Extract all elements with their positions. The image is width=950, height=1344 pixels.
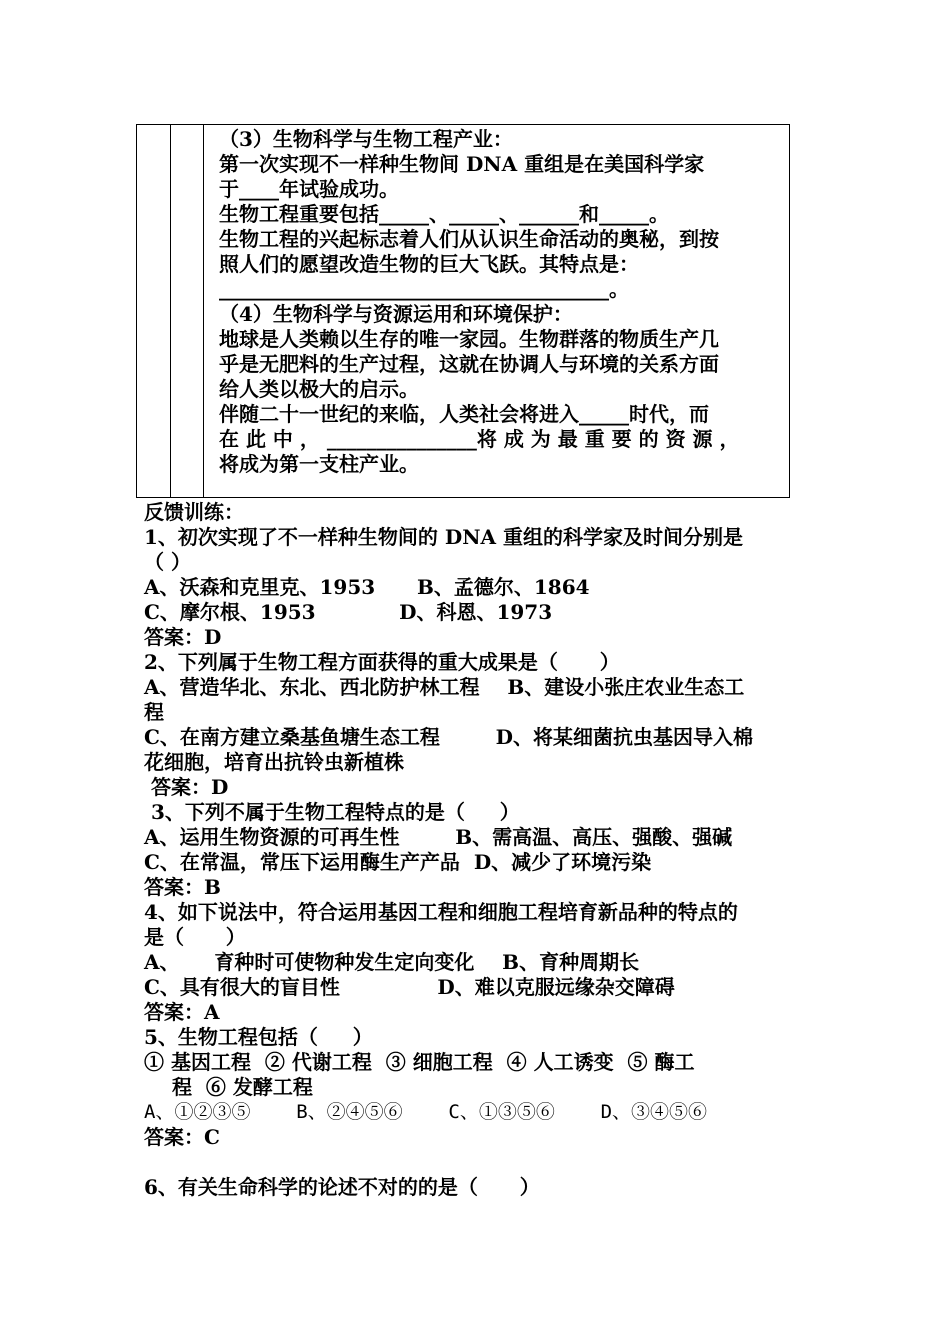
content-table [136,124,790,498]
question-2-stem: 2、下列属于生物工程方面获得的重大成果是（ ） [144,650,620,674]
question-3-options-cd: C、在常温，常压下运用酶生产产品 D、减少了环境污染 [144,850,652,874]
table-text-cell [219,127,787,477]
feedback-heading: 反馈训练： [144,500,244,524]
text-line: 于____年试验成功。 [219,177,399,201]
question-5-options: A、①②③⑤ B、②④⑤⑥ C、①③⑤⑥ D、③④⑤⑥ [144,1101,708,1123]
question-3-options-ab: A、运用生物资源的可再生性 B、需高温、高压、强酸、强碱 [144,825,733,849]
question-5-items-cont: 程 ⑥ 发酵工程 [172,1075,313,1099]
text-line: 生物工程的兴起标志着人们从认识生命活动的奥秘，到按 [219,227,719,251]
text-line: 乎是无肥料的生产过程，这就在协调人与环境的关系方面 [219,352,719,376]
question-2-answer: 答案：D [144,775,229,799]
question-5-answer: 答案：C [144,1125,220,1149]
question-1-stem: 1、初次实现了不一样种生物间的 DNA 重组的科学家及时间分别是 [144,525,743,549]
question-1-stem-cont: （ ） [144,550,191,574]
spacer [144,1150,810,1175]
question-4-options-ab: A、 育种时可使物种发生定向变化 B、育种周期长 [144,950,640,974]
text-line: 生物工程重要包括_____、_____、______和_____。 [219,202,669,226]
text-line: 照人们的愿望改造生物的巨大飞跃。其特点是： [219,252,639,276]
question-4-answer: 答案：A [144,1000,220,1024]
question-2-options-ab: A、营造华北、东北、西北防护林工程 B、建设小张庄农业生态工 [144,675,745,699]
text-line: 在 此 中 ， _______________将 成 为 最 重 要 的 资 源 ， [219,427,740,451]
question-3-stem: 3、下列不属于生物工程特点的是（ ） [144,800,520,824]
section-3-heading: （3）生物科学与生物工程产业： [219,127,513,151]
text-line: 地球是人类赖以生存的唯一家园。生物群落的物质生产几 [219,327,719,351]
table-column-divider [203,125,204,497]
question-4-stem: 4、如下说法中，符合运用基因工程和细胞工程培育新品种的特点的 [144,900,738,924]
question-5-stem: 5、生物工程包括（ ） [144,1025,373,1049]
question-6-stem: 6、有关生命科学的论述不对的的是（ ） [144,1175,540,1199]
question-2-options-cd: C、在南方建立桑基鱼塘生态工程 D、将某细菌抗虫基因导入棉 [144,725,753,749]
text-line: 给人类以极大的启示。 [219,377,419,401]
question-1-options-cd: C、摩尔根、1953 D、科恩、1973 [144,600,553,624]
table-column-divider [170,125,171,497]
question-5-items: ① 基因工程 ② 代谢工程 ③ 细胞工程 ④ 人工诱变 ⑤ 酶工 [144,1050,695,1074]
feedback-section [144,500,810,1200]
question-1-options-ab: A、沃森和克里克、1953 B、孟德尔、1864 [144,575,590,599]
question-2-options-cd-cont: 花细胞，培育出抗铃虫新植株 [144,750,404,774]
question-3-answer: 答案：B [144,875,221,899]
question-1-answer: 答案：D [144,625,222,649]
text-line: 伴随二十一世纪的来临，人类社会将进入_____时代，而 [219,402,709,426]
question-4-options-cd: C、具有很大的盲目性 D、难以克服远缘杂交障碍 [144,975,675,999]
text-line: _______________________________________。 [219,277,629,301]
text-line: 将成为第一支柱产业。 [219,452,419,476]
section-4-heading: （4）生物科学与资源运用和环境保护： [219,302,573,326]
question-2-options-ab-cont: 程 [144,700,164,724]
text-line: 第一次实现不一样种生物间 DNA 重组是在美国科学家 [219,152,705,176]
question-4-stem-cont: 是（ ） [144,925,246,949]
